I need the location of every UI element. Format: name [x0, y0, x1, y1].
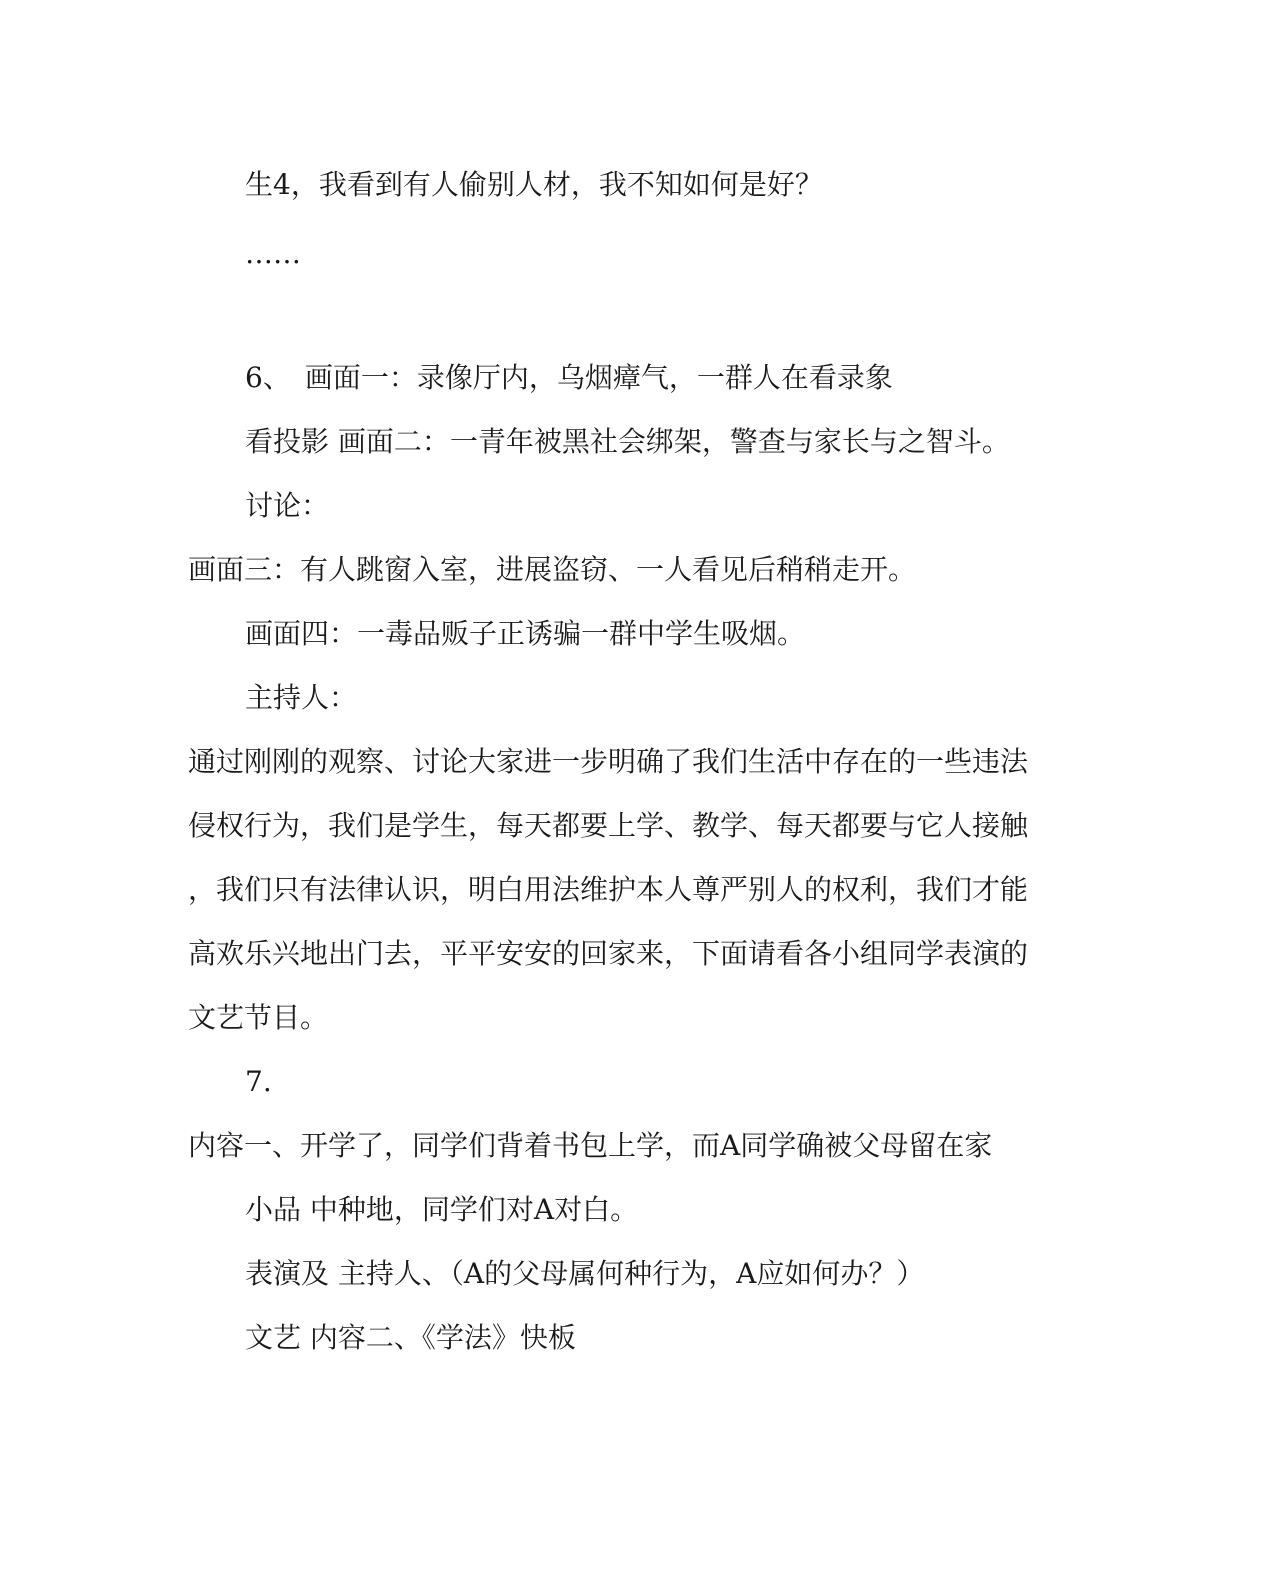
text-line-host-speech-5: 文艺节目。 — [188, 1001, 329, 1034]
text-line-content-1: 内容一、开学了，同学们背着书包上学，而A同学确被父母留在家 — [188, 1129, 993, 1162]
text-line-host-label: 主持人： — [245, 681, 358, 714]
text-line-scene-2: 看投影 画面二：一青年被黑社会绑架，警查与家长与之智斗。 — [245, 425, 1010, 458]
text-line-host-speech-2: 侵权行为，我们是学生，每天都要上学、教学、每天都要与它人接触 — [188, 809, 1029, 842]
text-line-host-speech-4: 高欢乐兴地出门去，平平安安的回家来，下面请看各小组同学表演的 — [188, 937, 1029, 970]
text-line-item-6-scene-1: 6、 画面一：录像厅内，乌烟瘴气，一群人在看录象 — [245, 361, 893, 394]
text-line-host-speech-3: ，我们只有法律认识，明白用法维护本人尊严别人的权利，我们才能 — [188, 873, 1029, 906]
text-line-item-7: 7. — [245, 1065, 272, 1098]
text-line-discussion: 讨论： — [245, 489, 330, 522]
text-line-scene-4: 画面四：一毒品贩子正诱骗一群中学生吸烟。 — [245, 617, 806, 650]
text-line-skit: 小品 中种地，同学们对A对白。 — [245, 1193, 639, 1226]
text-line-scene-3: 画面三：有人跳窗入室，进展盗窃、一人看见后稍稍走开。 — [188, 553, 917, 586]
text-line-student-4: 生4，我看到有人偷别人材，我不知如何是好？ — [245, 168, 823, 201]
text-line-host-speech-1: 通过刚刚的观察、讨论大家进一步明确了我们生活中存在的一些违法 — [188, 745, 1029, 778]
text-line-performance: 表演及 主持人、（A的父母属何种行为，A应如何办？） — [245, 1257, 925, 1290]
text-line-ellipsis: …… — [245, 237, 301, 270]
text-line-content-2: 文艺 内容二、《学法》快板 — [245, 1321, 576, 1354]
